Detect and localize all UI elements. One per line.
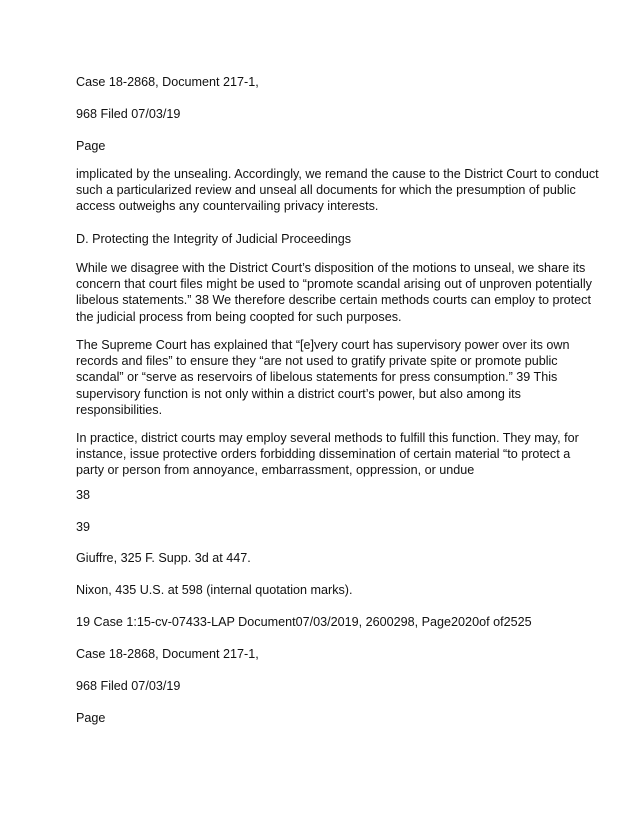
paragraph-line: records and files” to ensure they “are not used to gratify private spite or promote public (76, 354, 558, 369)
paragraph-line: While we disagree with the District Court’s disposition of the motions to unseal, we share its (76, 261, 586, 275)
footnote-text-39: Nixon, 435 U.S. at 598 (internal quotation marks). (76, 583, 353, 597)
section-heading: D. Protecting the Integrity of Judicial Proceedings (76, 232, 352, 246)
paragraph-district-court (76, 260, 592, 325)
footer-page-line: Page (76, 711, 106, 725)
footnote-number-38: 38 (76, 488, 91, 502)
paragraph-line: such a particularized review and unseal all documents for which the presumption of public (76, 183, 576, 198)
footer-filed-line: 968 Filed 07/03/19 (76, 679, 181, 693)
paragraph-line: implicated by the unsealing. Accordingly, we remand the cause to the District Court to conduct (76, 167, 599, 181)
paragraph-line: libelous statements.” 38 We therefore describe certain methods courts can employ to protect (76, 293, 591, 308)
header-page-line: Page (76, 139, 106, 153)
header-filed-line: 968 Filed 07/03/19 (76, 107, 181, 121)
footnote-text-38: Giuffre, 325 F. Supp. 3d at 447. (76, 551, 251, 565)
paragraph-line: access outweighs any countervailing privacy interests. (76, 199, 379, 214)
footnote-number-39: 39 (76, 520, 91, 534)
footer-case-line: Case 18-2868, Document 217-1, (76, 647, 259, 661)
paragraph-line: party or person from annoyance, embarrassment, oppression, or undue (76, 463, 475, 478)
paragraph-line: supervisory function is not only within a district court’s power, but also among its (76, 386, 521, 401)
paragraph-unsealing (76, 166, 599, 215)
paragraph-line: scandal” or “serve as reservoirs of libelous statements for press consumption.” 39 This (76, 370, 558, 385)
footer-page-stamp: 19 Case 1:15-cv-07433-LAP Document07/03/2019, 2600298, Page2020of of2525 (76, 615, 532, 629)
paragraph-line: responsibilities. (76, 402, 163, 417)
paragraph-supreme-court (76, 337, 570, 418)
paragraph-practice (76, 430, 579, 479)
paragraph-line: concern that court files might be used to “promote scandal arising out of unproven potentially (76, 277, 592, 292)
paragraph-line: The Supreme Court has explained that “[e]very court has supervisory power over its own (76, 338, 570, 352)
paragraph-line: In practice, district courts may employ several methods to fulfill this function. They may, for (76, 431, 579, 445)
paragraph-line: the judicial process from being coopted for such purposes. (76, 309, 402, 324)
paragraph-line: instance, issue protective orders forbidding dissemination of certain material “to protect a (76, 447, 571, 462)
header-case-line: Case 18-2868, Document 217-1, (76, 75, 259, 89)
